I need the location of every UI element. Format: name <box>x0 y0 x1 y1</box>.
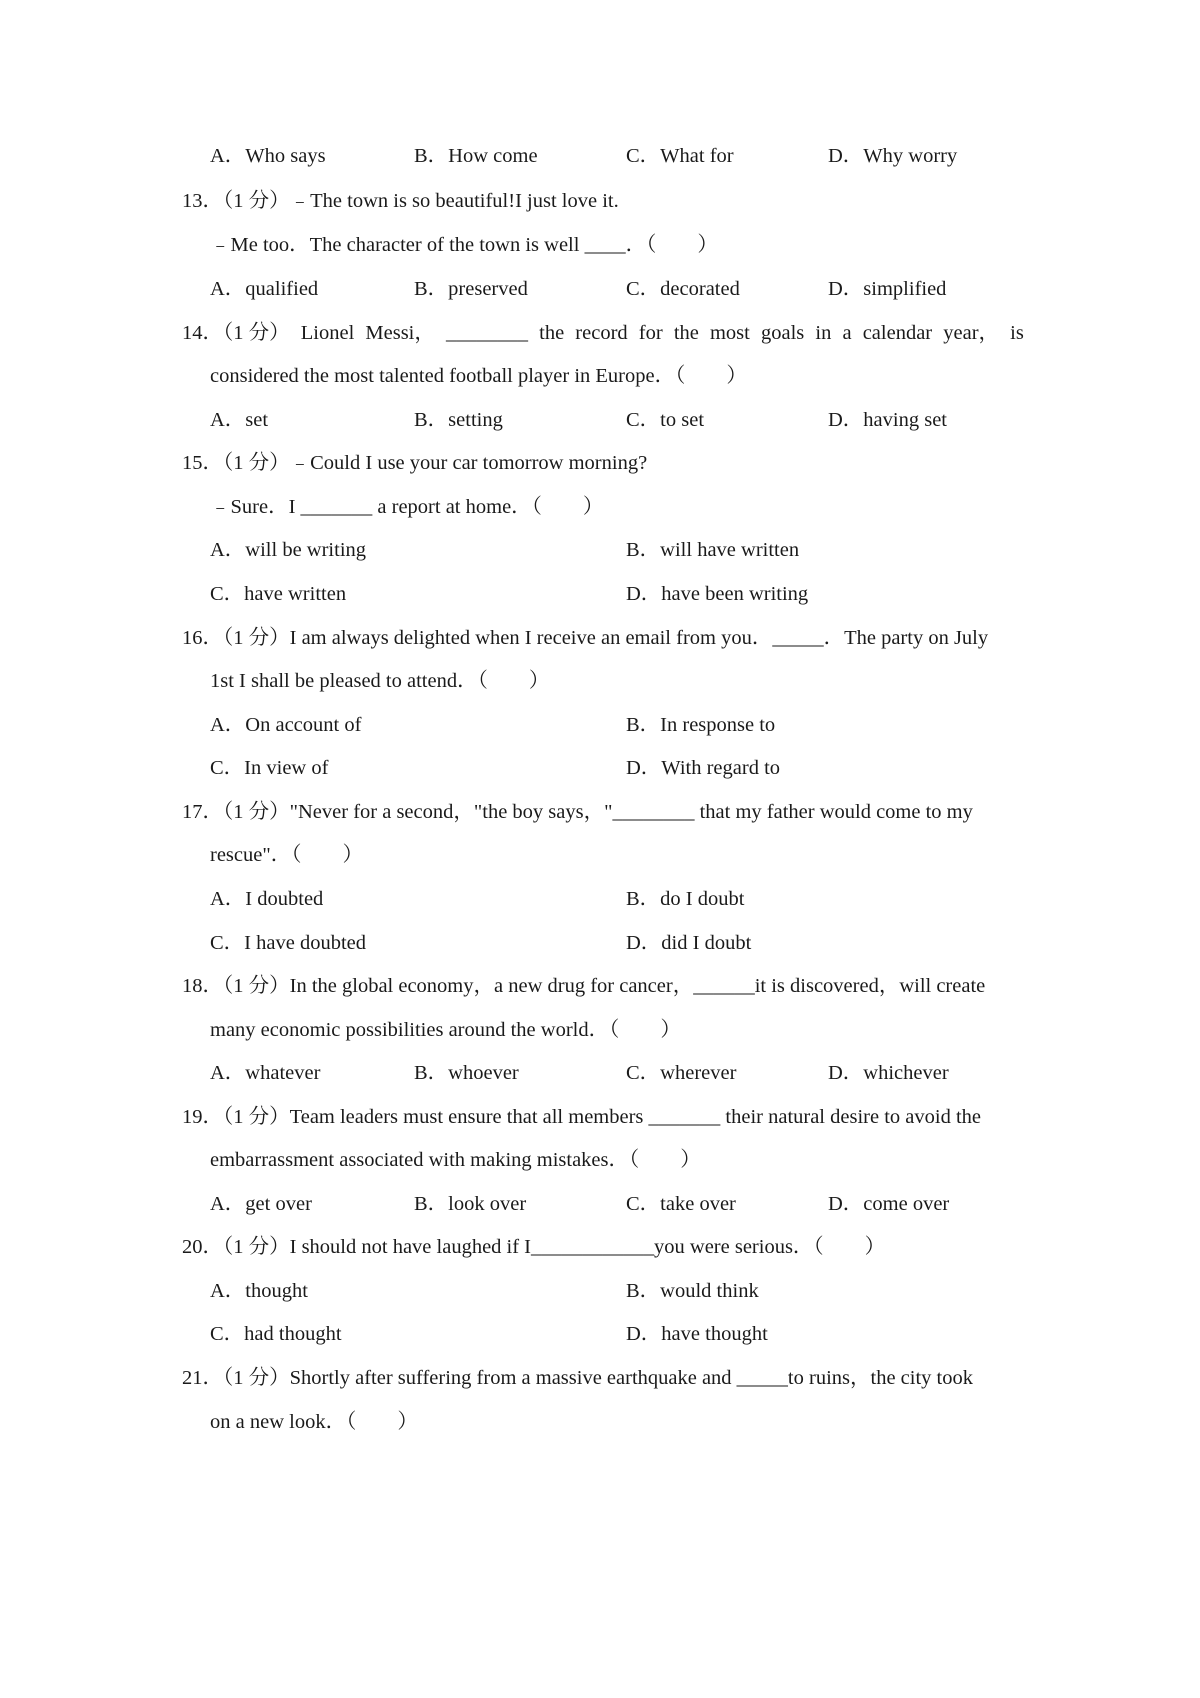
q17-stem-cont: rescue"．（ ） <box>210 844 363 866</box>
q14-stem-cont: considered the most talented football player in Europe．（ ） <box>210 365 747 387</box>
q14-word: Messi， <box>365 322 435 344</box>
q20-option-d: D．have thought <box>626 1323 768 1345</box>
q19-option-a: A．get over <box>210 1193 312 1215</box>
q19-stem: 19．（1 分）Team leaders must ensure that all members _______ their natural desire to avoid the <box>182 1106 981 1128</box>
q19-option-c: C．take over <box>626 1193 736 1215</box>
q13-option-b: B．preserved <box>414 278 528 300</box>
q14-option-a: A．set <box>210 409 269 431</box>
q16-option-a: A．On account of <box>210 714 362 736</box>
q18-stem: 18．（1 分）In the global economy，a new drug for cancer，______it is discovered，will create <box>182 975 986 997</box>
q14-word: the <box>673 322 699 344</box>
q21-stem: 21．（1 分）Shortly after suffering from a massive earthquake and _____to ruins，the city took <box>182 1367 973 1389</box>
q19-stem-cont: embarrassment associated with making mistakes．（ ） <box>210 1149 701 1171</box>
q12-option-a: A．Who says <box>210 145 326 167</box>
q15-option-b: B．will have written <box>626 539 800 561</box>
q14-option-b: B．setting <box>414 409 503 431</box>
q17-stem: 17．（1 分）"Never for a second，"the boy says，"________ that my father would come to my <box>182 801 973 823</box>
q12-option-b: B．How come <box>414 145 538 167</box>
q18-option-d: D．whichever <box>828 1062 949 1084</box>
q15-stem-cont: ﹣Sure．I _______ a report at home．（ ） <box>210 496 604 518</box>
q16-option-c: C．In view of <box>210 757 329 779</box>
q18-option-c: C．wherever <box>626 1062 737 1084</box>
q13-stem: 13．（1 分）﹣The town is so beautiful!I just love it. <box>182 190 619 212</box>
q14-word: in <box>815 322 832 344</box>
q14-word: year， <box>943 322 1000 344</box>
q19-option-d: D．come over <box>828 1193 950 1215</box>
q12-option-d: D．Why worry <box>828 145 958 167</box>
q18-stem-cont: many economic possibilities around the world．（ ） <box>210 1019 681 1041</box>
q17-option-c: C．I have doubted <box>210 932 366 954</box>
q13-option-c: C．decorated <box>626 278 740 300</box>
q14-number: 14．（1 分） <box>182 322 290 344</box>
q14-blank: ________ <box>446 322 528 344</box>
q13-option-a: A．qualified <box>210 278 319 300</box>
q17-option-d: D．did I doubt <box>626 932 752 954</box>
q14-word: most <box>709 322 750 344</box>
q20-option-b: B．would think <box>626 1280 759 1302</box>
q15-stem: 15．（1 分）﹣Could I use your car tomorrow morning? <box>182 452 648 474</box>
q21-stem-cont: on a new look．（ ） <box>210 1411 418 1433</box>
q15-option-a: A．will be writing <box>210 539 367 561</box>
q14-option-d: D．having set <box>828 409 947 431</box>
q16-option-d: D．With regard to <box>626 757 781 779</box>
q14-word: the <box>539 322 565 344</box>
q13-stem-cont: ﹣Me too．The character of the town is well ____．（ ） <box>210 234 718 256</box>
q16-stem: 16．（1 分）I am always delighted when I receive an email from you．_____．The party on July <box>182 627 989 649</box>
q14-word: record <box>575 322 628 344</box>
q15-option-d: D．have been writing <box>626 583 809 605</box>
q14-option-c: C．to set <box>626 409 705 431</box>
q14-word: for <box>638 322 663 344</box>
q14-stem <box>182 320 1024 346</box>
q19-option-b: B．look over <box>414 1193 527 1215</box>
q16-option-b: B．In response to <box>626 714 776 736</box>
q16-stem-cont: 1st I shall be pleased to attend．（ ） <box>210 670 550 692</box>
q20-stem: 20．（1 分）I should not have laughed if I____________you were serious．（ ） <box>182 1236 886 1258</box>
q14-word: goals <box>760 322 805 344</box>
q14-word: a <box>842 322 852 344</box>
q15-option-c: C．have written <box>210 583 347 605</box>
q14-word: Lionel <box>300 322 355 344</box>
q12-option-c: C．What for <box>626 145 734 167</box>
q17-option-a: A．I doubted <box>210 888 324 910</box>
q20-option-c: C．had thought <box>210 1323 342 1345</box>
q18-option-a: A．whatever <box>210 1062 321 1084</box>
q13-option-d: D．simplified <box>828 278 947 300</box>
q14-word: is <box>1010 322 1024 344</box>
q20-option-a: A．thought <box>210 1280 308 1302</box>
q14-word: calendar <box>862 322 933 344</box>
q17-option-b: B．do I doubt <box>626 888 745 910</box>
q18-option-b: B．whoever <box>414 1062 519 1084</box>
